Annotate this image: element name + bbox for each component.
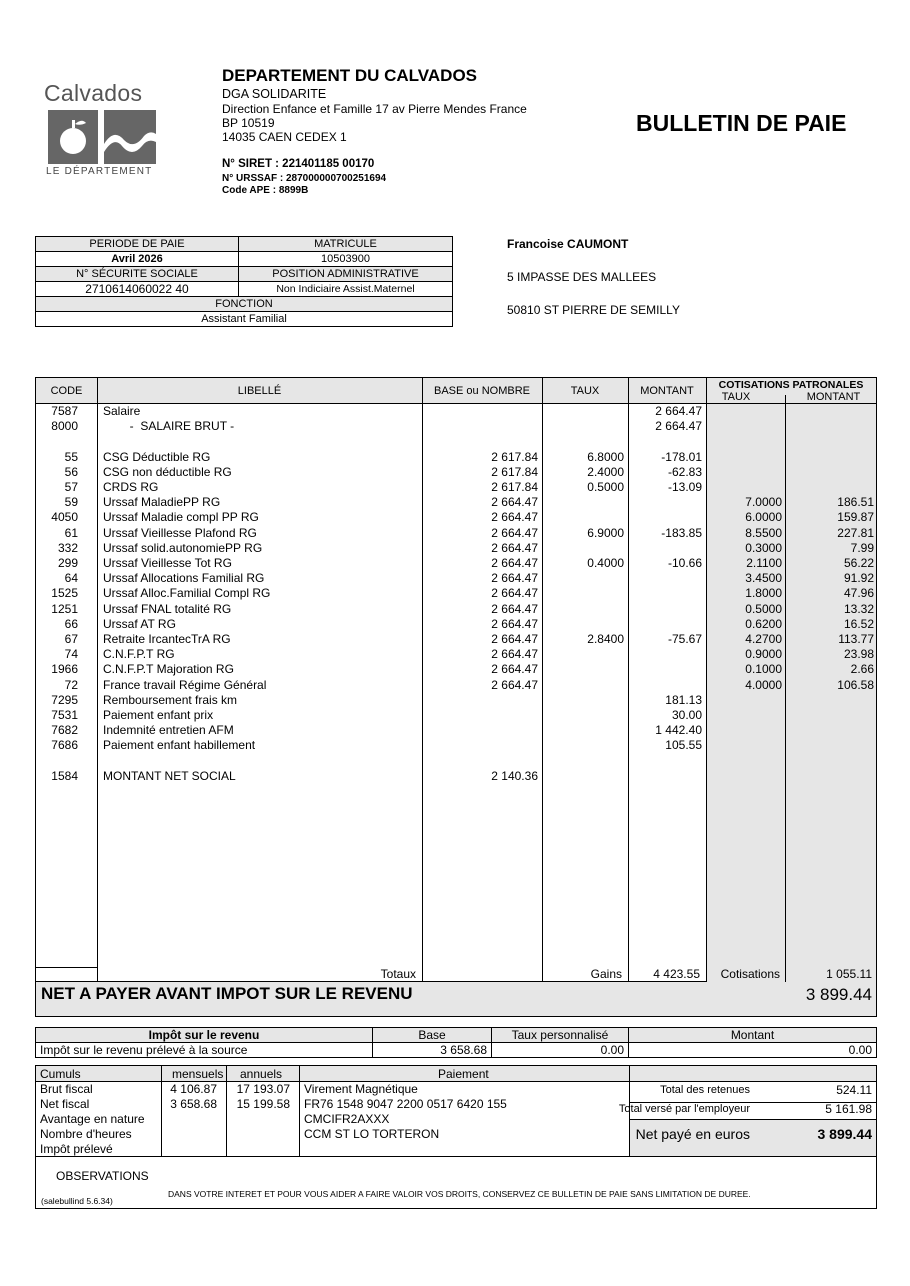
paiement-line-1: Virement Magnétique (304, 1082, 418, 1096)
impot-base: 3 658.68 (373, 1043, 492, 1058)
cumuls-mensuels-header: mensuels (172, 1067, 224, 1081)
payroll-row (36, 617, 878, 632)
total-verse-value: 5 161.98 (825, 1102, 872, 1116)
row-code: 59 (64, 495, 78, 510)
payroll-row (36, 602, 878, 617)
payroll-row (36, 419, 878, 434)
paiement-bic: CMCIFR2AXXX (304, 1112, 390, 1126)
payroll-row (36, 662, 878, 677)
cumul-label: Impôt prélevé (40, 1142, 113, 1156)
net-paye-value: 3 899.44 (817, 1126, 872, 1142)
row-montant: -178.01 (661, 449, 702, 464)
row-patronal-montant: 106.58 (837, 677, 874, 692)
row-code: 1525 (51, 586, 78, 601)
row-base: 2 664.47 (491, 647, 538, 662)
row-patronal-taux: 0.9000 (745, 647, 782, 662)
row-patronal-taux: 0.1000 (745, 662, 782, 677)
row-libelle: Urssaf FNAL totalité RG (103, 601, 232, 616)
header-code: CODE (50, 385, 83, 397)
siret: N° SIRET : 221401185 00170 (222, 158, 375, 170)
row-patronal-taux: 0.3000 (745, 540, 782, 555)
row-patronal-taux: 1.8000 (745, 586, 782, 601)
row-libelle: CSG non déductible RG (103, 464, 232, 479)
periode-label: PERIODE DE PAIE (36, 237, 239, 252)
row-taux: 6.9000 (587, 525, 624, 540)
row-libelle: CRDS RG (103, 480, 159, 494)
row-base: 2 140.36 (491, 768, 538, 783)
row-patronal-montant: 56.22 (843, 556, 874, 570)
row-code: 332 (57, 540, 78, 555)
payroll-row (36, 404, 878, 419)
row-montant: -62.83 (667, 464, 702, 479)
paiement-bank: CCM ST LO TORTERON (304, 1127, 440, 1141)
row-base: 2 664.47 (491, 601, 538, 616)
row-libelle: Urssaf Allocations Familial RG (103, 571, 265, 586)
periode-value: Avril 2026 (36, 252, 239, 267)
observations-block (35, 1157, 877, 1209)
row-base: 2 664.47 (491, 495, 538, 510)
row-montant: -13.09 (667, 480, 702, 494)
row-taux: 6.8000 (587, 449, 624, 464)
row-base: 2 664.47 (491, 525, 538, 540)
row-patronal-taux: 4.0000 (745, 677, 782, 692)
row-base: 2 664.47 (491, 677, 538, 692)
row-libelle: Urssaf Maladie compl PP RG (103, 510, 259, 525)
payroll-row (36, 723, 878, 738)
row-montant: -75.67 (667, 632, 702, 646)
observations-label: OBSERVATIONS (56, 1169, 149, 1183)
impot-taux: 0.00 (492, 1043, 629, 1058)
row-base: 2 664.47 (491, 556, 538, 570)
apple-landscape-emblem (48, 110, 156, 164)
matricule-value: 10503900 (239, 252, 453, 267)
impot-header-base: Base (373, 1028, 492, 1043)
row-base: 2 664.47 (491, 540, 538, 555)
row-code: 67 (64, 632, 78, 646)
row-code: 57 (64, 480, 78, 494)
row-code: 4050 (51, 510, 78, 525)
row-libelle: Urssaf Vieillesse Tot RG (103, 556, 232, 570)
payroll-row (36, 495, 878, 510)
row-libelle: Urssaf AT RG (103, 616, 176, 631)
cumuls-payment-block (35, 1065, 877, 1157)
total-retenues-value: 524.11 (836, 1083, 872, 1097)
cumul-label: Brut fiscal (40, 1082, 93, 1096)
row-patronal-taux: 0.6200 (745, 616, 782, 631)
cotisations-total: 1 055.11 (826, 967, 872, 981)
payroll-row (36, 480, 878, 495)
row-patronal-taux: 7.0000 (745, 495, 782, 510)
employer-line-3: BP 10519 (222, 116, 275, 130)
logo-subtitle: LE DÉPARTEMENT (46, 166, 153, 177)
employer-line-4: 14035 CAEN CEDEX 1 (222, 130, 347, 144)
row-libelle: CSG Déductible RG (103, 449, 211, 464)
payroll-row (36, 434, 878, 449)
cumul-annuels: 15 199.58 (236, 1097, 290, 1111)
cumuls-header: Cumuls (40, 1067, 81, 1081)
row-code: 7682 (51, 723, 78, 738)
impot-header-taux: Taux personnalisé (492, 1028, 629, 1043)
row-patronal-montant: 2.66 (850, 662, 874, 677)
income-tax-table (35, 1027, 877, 1058)
row-code: 8000 (51, 419, 78, 434)
cumul-label: Avantage en nature (40, 1112, 145, 1126)
row-code: 74 (64, 647, 78, 662)
cumul-mensuels: 4 106.87 (170, 1082, 217, 1096)
secu-value: 2710614060022 40 (36, 282, 239, 297)
row-taux: 2.8400 (587, 632, 624, 646)
payroll-row (36, 754, 878, 769)
row-taux: 0.5000 (587, 480, 624, 494)
row-libelle: C.N.F.P.T Majoration RG (103, 662, 234, 677)
row-montant: -10.66 (667, 556, 702, 570)
payroll-row (36, 738, 878, 753)
software-version: (salebullind 5.6.34) (41, 1196, 113, 1206)
row-code: 55 (64, 449, 78, 464)
row-patronal-taux: 8.5500 (745, 525, 782, 540)
impot-label: Impôt sur le revenu prélevé à la source (36, 1043, 373, 1058)
row-libelle: Indemnité entretien AFM (103, 723, 234, 738)
paiement-header: Paiement (438, 1067, 489, 1081)
row-patronal-montant: 47.96 (843, 586, 874, 601)
impot-montant: 0.00 (629, 1043, 877, 1058)
employee-address-1: 5 IMPASSE DES MALLEES (507, 270, 657, 284)
row-patronal-taux: 6.0000 (745, 510, 782, 525)
observations-text: DANS VOTRE INTERET ET POUR VOUS AIDER A FAIRE VALOIR VOS DROITS, CONSERVEZ CE BULLETIN DE PAIE SANS LIMITATION DE DUREE. (168, 1189, 751, 1199)
payroll-row (36, 571, 878, 586)
employee-name: Francoise CAUMONT (507, 237, 629, 251)
row-code: 61 (64, 525, 78, 540)
payroll-row (36, 678, 878, 693)
employer-name: DEPARTEMENT DU CALVADOS (222, 66, 477, 85)
row-patronal-montant: 16.52 (843, 616, 874, 631)
net-before-tax-banner (35, 982, 877, 1017)
row-libelle: Urssaf Alloc.Familial Compl RG (103, 586, 271, 601)
row-montant: 181.13 (665, 692, 702, 707)
row-patronal-montant: 159.87 (837, 510, 874, 525)
position-label: POSITION ADMINISTRATIVE (239, 267, 453, 282)
net-before-tax-label: NET A PAYER AVANT IMPOT SUR LE REVENU (41, 984, 413, 1003)
payroll-row (36, 693, 878, 708)
row-patronal-montant: 7.99 (850, 540, 874, 555)
row-montant: -183.85 (661, 525, 702, 540)
total-retenues-label: Total des retenues (660, 1084, 750, 1096)
document-title: BULLETIN DE PAIE (636, 110, 847, 136)
row-libelle: Urssaf Vieillesse Plafond RG (103, 525, 257, 540)
employee-info-table (35, 236, 453, 327)
row-code: 1584 (51, 768, 78, 783)
secu-label: N° SÉCURITE SOCIALE (36, 267, 239, 282)
matricule-label: MATRICULE (239, 237, 453, 252)
payroll-row (36, 541, 878, 556)
row-taux: 0.4000 (587, 556, 624, 570)
row-patronal-montant: 186.51 (837, 495, 874, 510)
row-libelle: C.N.F.P.T RG (103, 647, 175, 662)
row-taux: 2.4000 (587, 464, 624, 479)
row-libelle: Salaire (103, 404, 141, 418)
cumul-label: Net fiscal (40, 1097, 90, 1111)
header-patronal-taux: TAUX (721, 391, 751, 403)
row-libelle: - SALAIRE BRUT - (103, 419, 235, 434)
header-taux: TAUX (570, 385, 600, 397)
row-libelle: Urssaf MaladiePP RG (103, 495, 221, 510)
header-cotisations-patronales: COTISATIONS PATRONALES (718, 379, 864, 391)
row-patronal-taux: 2.1100 (746, 556, 782, 570)
gains-label: Gains (590, 967, 622, 981)
row-patronal-taux: 3.4500 (745, 571, 782, 586)
row-libelle: Retraite IrcantecTrA RG (103, 632, 231, 646)
row-montant: 30.00 (671, 708, 702, 722)
row-patronal-montant: 91.92 (843, 571, 874, 586)
payroll-row (36, 526, 878, 541)
payroll-row (36, 769, 878, 784)
net-before-tax-value: 3 899.44 (805, 985, 872, 1004)
row-code: 56 (64, 464, 78, 479)
row-code: 7686 (51, 738, 78, 753)
net-paye-label: Net payé en euros (635, 1126, 750, 1142)
row-libelle: Paiement enfant habillement (103, 738, 256, 753)
row-code: 64 (64, 571, 78, 586)
impot-header-label: Impôt sur le revenu (36, 1028, 373, 1043)
row-base: 2 617.84 (491, 480, 538, 494)
payroll-row (36, 708, 878, 723)
payroll-row (36, 556, 878, 571)
row-patronal-montant: 23.98 (843, 647, 874, 662)
row-patronal-taux: 4.2700 (745, 632, 782, 646)
payroll-row (36, 647, 878, 662)
totaux-label: Totaux (380, 967, 416, 981)
cumuls-annuels-header: annuels (240, 1067, 283, 1081)
row-montant: 1 442.40 (655, 723, 702, 738)
row-code: 7531 (51, 708, 78, 722)
row-code: 299 (57, 556, 78, 570)
row-libelle: Paiement enfant prix (103, 708, 214, 722)
cumul-label: Nombre d'heures (40, 1127, 132, 1141)
fonction-label: FONCTION (36, 297, 453, 312)
paiement-iban: FR76 1548 9047 2200 0517 6420 155 (304, 1097, 507, 1111)
row-code: 7587 (51, 404, 78, 418)
row-patronal-montant: 13.32 (843, 601, 874, 616)
row-patronal-montant: 227.81 (837, 525, 874, 540)
fonction-value: Assistant Familial (36, 312, 453, 327)
payroll-row (36, 586, 878, 601)
cotisations-label: Cotisations (720, 967, 780, 981)
row-libelle: France travail Régime Général (103, 677, 267, 692)
header-montant: MONTANT (640, 385, 694, 397)
row-libelle: Urssaf solid.autonomiePP RG (103, 540, 263, 555)
header-patronal-montant: MONTANT (806, 391, 861, 403)
row-code: 7295 (51, 692, 78, 707)
row-code: 72 (64, 677, 78, 692)
row-base: 2 664.47 (491, 510, 538, 525)
row-base: 2 664.47 (491, 571, 538, 586)
impot-header-montant: Montant (629, 1028, 877, 1043)
urssaf-number: N° URSSAF : 287000000700251694 (222, 173, 387, 184)
row-code: 66 (64, 616, 78, 631)
row-base: 2 664.47 (491, 632, 538, 646)
header-base: BASE ou NOMBRE (434, 385, 530, 397)
gains-total: 4 423.55 (653, 967, 700, 981)
row-libelle: Remboursement frais km (103, 692, 238, 707)
position-value: Non Indiciaire Assist.Maternel (239, 282, 453, 297)
row-base: 2 664.47 (491, 662, 538, 677)
logo-word: Calvados (44, 80, 143, 106)
row-base: 2 664.47 (491, 616, 538, 631)
payroll-lines-table (35, 377, 877, 982)
row-libelle: MONTANT NET SOCIAL (103, 768, 236, 783)
row-base: 2 617.84 (491, 464, 538, 479)
payroll-row (36, 465, 878, 480)
cumul-annuels: 17 193.07 (236, 1082, 290, 1096)
row-montant: 2 664.47 (655, 404, 702, 418)
row-code: 1251 (51, 601, 78, 616)
header-libelle: LIBELLÉ (237, 385, 282, 397)
row-montant: 2 664.47 (655, 419, 702, 434)
payroll-row (36, 510, 878, 525)
row-patronal-montant: 113.77 (838, 632, 874, 646)
payroll-row (36, 450, 878, 465)
row-patronal-taux: 0.5000 (745, 601, 782, 616)
employer-line-1: DGA SOLIDARITE (222, 87, 327, 101)
row-base: 2 617.84 (491, 449, 538, 464)
row-montant: 105.55 (665, 738, 702, 753)
employer-line-2: Direction Enfance et Famille 17 av Pierre Mendes France (222, 102, 527, 116)
row-code: 1966 (51, 662, 78, 677)
payroll-row (36, 632, 878, 647)
total-verse-label: Total versé par l'employeur (618, 1103, 750, 1115)
ape-code: Code APE : 8899B (222, 185, 309, 196)
cumul-mensuels: 3 658.68 (170, 1097, 217, 1111)
row-base: 2 664.47 (491, 586, 538, 601)
department-logo (44, 80, 164, 180)
employee-address-2: 50810 ST PIERRE DE SEMILLY (507, 303, 680, 317)
